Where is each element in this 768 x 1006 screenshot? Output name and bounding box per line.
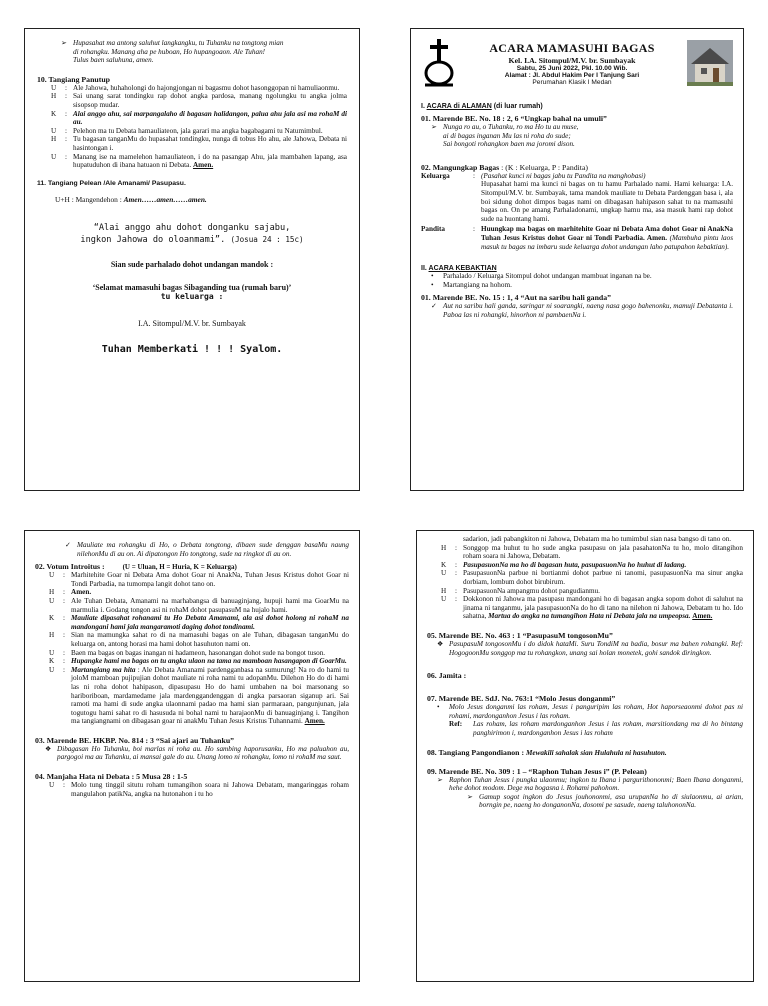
secII-bullet-2: • Martangiang na hohom. <box>431 280 512 289</box>
closing-line-3: tu keluarga : <box>160 291 224 301</box>
liturgy-text <box>71 614 349 631</box>
colon: : <box>63 614 65 623</box>
liturgy-text <box>71 657 349 666</box>
liturgy-row <box>49 597 349 614</box>
liturgy-text <box>73 92 347 109</box>
liturgy-row <box>441 569 743 586</box>
colon: : <box>63 657 65 666</box>
liturgy-row <box>49 614 349 631</box>
liturgy-text <box>73 135 347 152</box>
liturgy-text <box>71 631 349 648</box>
liturgy-text-span: Sai unang sarat tondingku rap dohot angka pardosa, manang ngolungku tu angka jolma sisopsop mudar. <box>73 92 347 109</box>
reading-continued: sadarion, jadi pabangkiton ni Jahowa, Debatam ma ho tumimbul sian nasa bangso di tano on. <box>463 535 732 543</box>
liturgy-row <box>51 135 347 152</box>
liturgy-text-span: PasupasuonNa ampangmu dohot pangudianmu. <box>463 586 600 595</box>
song-03-lyrics: ❖ Dibagasan Ho Tuhanku, boi marlas ni roha au. Ho sambing haporusanku, Ho ma paluahon au, pargogoi ma au Tuhanku, ai mansai gale do au. Unang lomo ni rohangku, lomo ni rohaM ma saut. <box>45 744 349 762</box>
speaker-label: K <box>49 614 55 623</box>
colon: : <box>65 92 67 101</box>
colon: : <box>63 631 65 640</box>
page-top-right <box>410 28 744 491</box>
liturgy-row <box>49 649 349 658</box>
song-09-title: 09. Marende BE. No. 309 : 1 – “Raphon Tuhan Jesus i” (P. Pelean) <box>427 766 647 776</box>
liturgy-text <box>463 561 743 570</box>
colon: : <box>65 135 67 144</box>
liturgy-text <box>71 666 349 726</box>
speaker-label: K <box>441 560 447 569</box>
liturgy-text <box>463 569 743 586</box>
amen: Amen. <box>692 612 713 621</box>
section-title-10: 10. Tangiang Panutup <box>37 74 111 84</box>
family-name: I.A. Sitompul/M.V. br. Sumbayak <box>138 318 246 328</box>
liturgy-row <box>441 595 743 621</box>
song-09-lyrics-1: ➢ Raphon Tuhan Jesus i pungka ulaonmu; ingkon tu Ibana i pargurithononmi; Baen Ibana donganmi, hehe dohot modom. Dege ma bogasna i. Rohami pahohom. <box>437 775 743 793</box>
amen: Amen. <box>192 161 214 170</box>
liturgy-row <box>49 657 349 666</box>
liturgy-text-span: Marhitehite Goar ni Debata Ama dohot Goar ni AnakNa, Tuhan Jesus Kristus dohot Goar ni Tondi Parbadia, na tumompa langit dohot tano on. <box>71 571 349 588</box>
liturgy-text-span: PasupasuonNa parbue ni bortianmi dohot parbue ni tanomi, pasupasuonNa ma sinur angka dorbiam, lombum dohot birubirum. <box>463 569 743 586</box>
liturgy-text <box>71 597 349 614</box>
liturgy-text-span: Ale Jahowa, huhaholongi do hajongjongan ni bagasmu dohot hasonggopan ni hamuliaonmu. <box>73 83 340 92</box>
diamond-bullet-icon: ❖ <box>45 744 52 753</box>
liturgy-text <box>71 649 349 658</box>
liturgy-text-span: Pelehon ma tu Debata hamauliateon, jala garari ma angka bagabagami tu Natumimbul. <box>73 126 323 135</box>
liturgy-text <box>71 781 349 798</box>
closing-line-2: ‘Selamat mamasuhi bagas Sibaganding tua (rumah baru)’ <box>92 282 292 292</box>
liturgy-text-span: Manang ise na mamelehon hamauliateon, i do na pasangap Ahu, jala mambahen lapang, asa hupatuduhon di ibana hatuaon ni Debata. <box>73 152 347 170</box>
speaker-label: U <box>49 781 55 790</box>
keluarga-row: Keluarga : (Pasahat kunci ni bagas jabu tu Pandita na manghobasi) Hupasahat hami ma kunci ni bagas on tu hamu Parhalado nami. Hami keluarga: I.A. Sitompul/M.V. br. Sumbayak, tama mandok mauliate tu Debata Pardenggan basa i, ala boi sidung dohot dimpos bagas nami on dibagasan hahipason sahat tu na mamasuhi bagas on. On pe amang Parhaladonami, ungkap hamu ma, asa masuk hami rap dohot sude na huontang hami. <box>421 171 733 223</box>
liturgy-row <box>51 84 347 93</box>
liturgy-text-span: Baen ma bagas on bagas inangan ni hadameon, hasonangan dohot sude na bongot tuson. <box>71 648 326 657</box>
diamond-bullet-icon: ❖ <box>437 639 444 648</box>
house-icon <box>687 40 733 86</box>
colon: : <box>63 596 65 605</box>
section-title-11: 11. Tangiang Pelean /Ale Amanami/ Pasupasu. <box>37 179 186 187</box>
colon: : <box>455 569 457 578</box>
speaker-label: K <box>51 109 57 118</box>
speaker-label: K <box>49 657 55 666</box>
closing-prayer: 08. Tangiang Pangondianon : Mewakili sahalak sian Hulahula ni hasuhuton. <box>427 747 667 757</box>
header <box>421 37 733 89</box>
votum-rows <box>35 571 349 726</box>
liturgy-row <box>51 153 347 170</box>
reading-emphasis: Martua do angka na tumangihon Hata ni Debata jala na umpeopsa. <box>488 612 693 621</box>
sermon-title: 06. Jamita : <box>427 671 467 681</box>
liturgy-text <box>463 595 743 621</box>
speaker-label: H <box>49 588 55 597</box>
speaker-label: U <box>441 595 447 604</box>
liturgy-text <box>463 587 743 596</box>
liturgy-response: Mauliate dipasahat rohanami tu Ho Debata Amanami, ala asi dohot holong ni rohaM na mandongani hami jala mangaramoti daging dohot tondinami. <box>71 614 349 631</box>
speaker-label: U <box>51 126 57 135</box>
closing-line-1: Sian sude parhalado dohot undangan mandok : <box>110 259 274 269</box>
colon: : <box>65 126 67 135</box>
prayer-lead: Martangiang ma hita <box>71 665 136 674</box>
liturgy-row <box>51 110 347 127</box>
liturgy-text-span: Tu bagasan tanganMu do hupasahat tondingku, nunga di tobus Ho ahu, ale Jahowa, Debata ni hasintongan i. <box>73 135 347 152</box>
page-bottom-left <box>24 530 360 982</box>
liturgy-row <box>51 127 347 136</box>
secII-bullet-1: • Parhalado / Keluarga Sitompul dohot undangan mambuat inganan na be. <box>431 272 652 281</box>
liturgy-row <box>441 544 743 561</box>
intro-prayer: ➢ Hupasahat ma antong saluhut langkangku, tu Tuhanku na tongtong mian di rohangku. Manang aha pe huboan, Ho hupangoaon. Ale Tuhan! Tulus baen saluhuna, amen. <box>61 39 284 65</box>
speaker-label: H <box>441 586 447 595</box>
liturgy-row <box>49 588 349 597</box>
colon: : <box>65 83 67 92</box>
speaker-label: H <box>49 631 55 640</box>
liturgy-text <box>73 110 347 127</box>
colon: : <box>455 543 457 552</box>
liturgy-row <box>49 631 349 648</box>
song-01b-title: 01. Marende BE. No. 15 : 1, 4 “Aut na saribu hali ganda” <box>421 293 612 303</box>
colon: : <box>63 588 65 597</box>
speaker-label: U <box>441 569 447 578</box>
liturgy-row <box>441 587 743 596</box>
liturgy-text-span: Molo tung tinggil situtu roham tumangihon soara ni Jahowa Debatam, mangaringgas roham mangulahon patikNa, angka na hutonahon i tu ho <box>71 781 349 798</box>
liturgy-row <box>49 666 349 726</box>
section-02-title: 02. Mangungkap Bagas : (K : Keluarga, P : Pandita) <box>421 162 589 172</box>
page-bottom-right <box>416 530 754 982</box>
arrow-bullet-icon: ➢ <box>61 39 68 47</box>
liturgy-text <box>73 84 347 93</box>
song-05-title: 05. Marende BE. No. 463 : 1 “PasupasuM tongosonMu” <box>427 630 613 640</box>
speaker-label: U <box>51 83 57 92</box>
song-01-lyrics: ➢ Nunga ro au, o Tuhanku, ro ma Ho tu au muse, ai di bagas inganan Mu las ni roha do sude; Sai bongoti rohangkon baen ma joromi dison. <box>431 123 579 149</box>
reading-title: 04. Manjaha Hata ni Debata : 5 Musa 28 : 1-5 <box>35 772 188 782</box>
speaker-label: U <box>49 665 55 674</box>
arrow-bullet-icon: ➢ <box>437 775 444 784</box>
check-bullet-icon: ✓ <box>431 302 438 311</box>
song-07-refrain: Ref: Las roham, las roham mardonganhon Jesus i las roham, marsitiondang ma di ho bintang panghirimon i, mardonganhon Jesus i las roham <box>449 720 743 737</box>
pandita-row: Pandita : Huungkap ma bagas on marhitehite Goar ni Debata Ama dohot Goar ni AnakNa Tuhan Jesus Kristus dohot Goar ni Tondi Parbadia. Amen. (Mambuha pintu laos masuk tu bagas na imbaru sude keluarga dohot undangan laho patupahon kebaktian). <box>421 225 733 251</box>
arrow-bullet-icon: ➢ <box>431 123 438 131</box>
liturgy-text-span: Songgop ma huhut tu ho sude angka pasupasu on jala pasahatonNa tu ho, molo ditangihon roham soara ni Jahowa, Debatam. <box>463 543 743 561</box>
arrow-bullet-icon: ➢ <box>467 792 474 801</box>
page-title: ACARA MAMASUHI BAGAS <box>489 40 655 55</box>
intro-thanks: ✓ Mauliate ma rohangku di Ho, o Debata tongtong, dibaen sude denggan basaMu naung nilehonMu di au on. Ai dipatongon Ho tongtong, sude na ringkot di au on. <box>65 541 349 558</box>
liturgy-row <box>49 571 349 588</box>
colon: : <box>63 665 65 674</box>
sec10-rows <box>37 84 347 170</box>
amen: Amen. <box>304 717 325 726</box>
liturgy-row <box>441 561 743 570</box>
colon: : <box>65 109 67 118</box>
colon: : <box>63 648 65 657</box>
speaker-label: U <box>49 648 55 657</box>
sec11-response: U+H : Mangendehon : Amen……amen……amen. <box>55 194 207 204</box>
liturgy-response: Alai anggo ahu, sai marpangalaho di bagasan halidangon, palua ahu jala asi ma rohaM di au. <box>73 109 347 127</box>
speaker-label: H <box>51 135 57 144</box>
colon: : <box>65 152 67 161</box>
colon: : <box>63 781 65 790</box>
liturgy-row <box>49 781 349 798</box>
song-09-lyrics-2: ➢ Gamup sogot ingkon do Jesus jouhononmi, asa urupanNa ho di siulaonmu, ai arian, borngin pe, naeng ho donganonNa, dosomi pe sasude, naeng taluhononNa. <box>467 792 743 810</box>
speaker-label: H <box>51 92 57 101</box>
liturgy-text <box>73 127 347 136</box>
check-bullet-icon: ✓ <box>65 541 72 549</box>
section-I-title: I. ACARA di ALAMAN (di luar rumah) <box>421 103 543 110</box>
liturgy-text <box>71 571 349 588</box>
blessing: Tuhan Memberkati ! ! ! Syalom. <box>101 343 283 355</box>
dot-bullet-icon: • <box>437 703 440 712</box>
song-05-lyrics: ❖ PasupasuM tongosonMu i do didok hataMi. Suru TondiM na badia, bosur ma bahen rohangki. Ref: HogogoonMu songgop ma tu rohangkon, unang sai holan monetek, gohi sandok diringkon. <box>437 639 743 657</box>
colon: : <box>63 571 65 580</box>
song-03-title: 03. Marende BE. HKBP. No. 814 : 3 “Sai ajari au Tuhanku” <box>35 735 235 745</box>
song-01-title: 01. Marende BE. No. 18 : 2, 6 “Ungkap bahal na umuli” <box>421 114 607 123</box>
liturgy-response: Amen. <box>71 588 92 597</box>
speaker-label: U <box>51 152 57 161</box>
liturgy-row <box>51 92 347 109</box>
liturgy-text-span: Sian na mamungka sahat ro di na mamasuhi bagas on ale Tuhan, dibagasan tanganMu do keluarga on, antong horasi ma hami dohot hasuhuton nami on. <box>71 631 349 648</box>
colon: : <box>455 560 457 569</box>
cross-emblem-icon <box>421 37 457 89</box>
speaker-label: H <box>441 543 447 552</box>
reading-rows <box>35 781 349 798</box>
colon: : <box>455 595 457 604</box>
liturgy-response: PasupasuonNa ma ho di bagasan huta, pasupasuonNa ho huhut di ladang. <box>463 560 687 569</box>
song-01b-lyrics: ✓ Aut na saribu hali ganda, saringar ni soarangki, naeng nasa gogo bahenonku, mamuji Debatanta i. Paboa las ni rohangki, hinorhon ni pambaenNa i. <box>431 302 733 319</box>
votum-title: 02. Votum Introitus : (U = Uluan, H = Huria, K = Keluarga) <box>35 562 237 572</box>
speaker-label: U <box>49 571 55 580</box>
colon: : <box>455 586 457 595</box>
song-07-title: 07. Marende BE. SdJ. No. 763:1 “Molo Jesus donganmi” <box>427 694 616 704</box>
reading-rows-continued <box>427 544 743 621</box>
liturgy-text <box>463 544 743 561</box>
bible-verse: “Alai anggo ahu dohot donganku sajabu, ingkon Jahowa do oloanmami”. (Josua 24 : 15c) <box>80 222 304 245</box>
liturgy-text <box>71 588 349 597</box>
liturgy-text-span: Ale Tuhan Debata, Amanami na marhabangsa di banuaginjang, hupuji hami ma GoarMu na marmulia i. Godang tongon asi ni rohaM dohot pasupasuM na hujalo hami. <box>71 596 349 614</box>
liturgy-response: Hupangke hami ma bagas on tu angka ulaon na tama na mamboan hasangapon di GoarMu. <box>71 657 347 666</box>
prayer-text: : Ale Debata Amanami pardengganbasa na sumurung! Na ro do hami tu joloM mamboan pujipujian dohot mauliate ni roha nami tu adopanMu. Dilehon Ho do di hami las ni roha dohot hahipason, dipasupasu Ho do hami umbahen na boi marsonang so hariboriboan, mardamedame jala mardenggandenggan di angka parsaoran siganup ari. Sai ramoti ma hami di sude angka ulaonnami padao ma hami sian parmaraan, pangunjunan, jala togutogu hami sahat ro di hasusuda ni bohal nami tu harajaonMu di banuaginjang i. Tangihon ma tangiangnami on dibagasan goar ni anakMu Tuhan Jesus Kristus Tuhannami. <box>71 665 349 726</box>
section-II-title: II. ACARA KEBAKTIAN <box>421 265 497 273</box>
title-block: ACARA MAMASUHI BAGAS Kel. I.A. Sitompul/M.V. br. Sumbayak Sabtu, 25 Juni 2022, Pkl. 10.00 Wib. Alamat : Jl. Abdul Hakim Per I Tanjung Sari Perumahan Klasik I Medan <box>457 41 687 86</box>
reading-text: Dokkonon ni Jahowa ma pasupasu mandongani ho di bagasan angka sopom dohot di saluhut na jinama ni tanganmu, jala pasupasuonNa do ho di tano na nilehon ni Jahowa, Debatam tu ho. Ido sahatna, <box>463 595 743 621</box>
liturgy-text <box>73 153 347 170</box>
page-top-left <box>24 28 360 491</box>
song-07-lyrics: • Molo Jesus donganmi las roham, Jesus i panguripim las roham, Hot haporseaonmi dohot pas ni rohami, mardonganhon Jesus i las roham. <box>437 703 743 720</box>
speaker-label: U <box>49 596 55 605</box>
